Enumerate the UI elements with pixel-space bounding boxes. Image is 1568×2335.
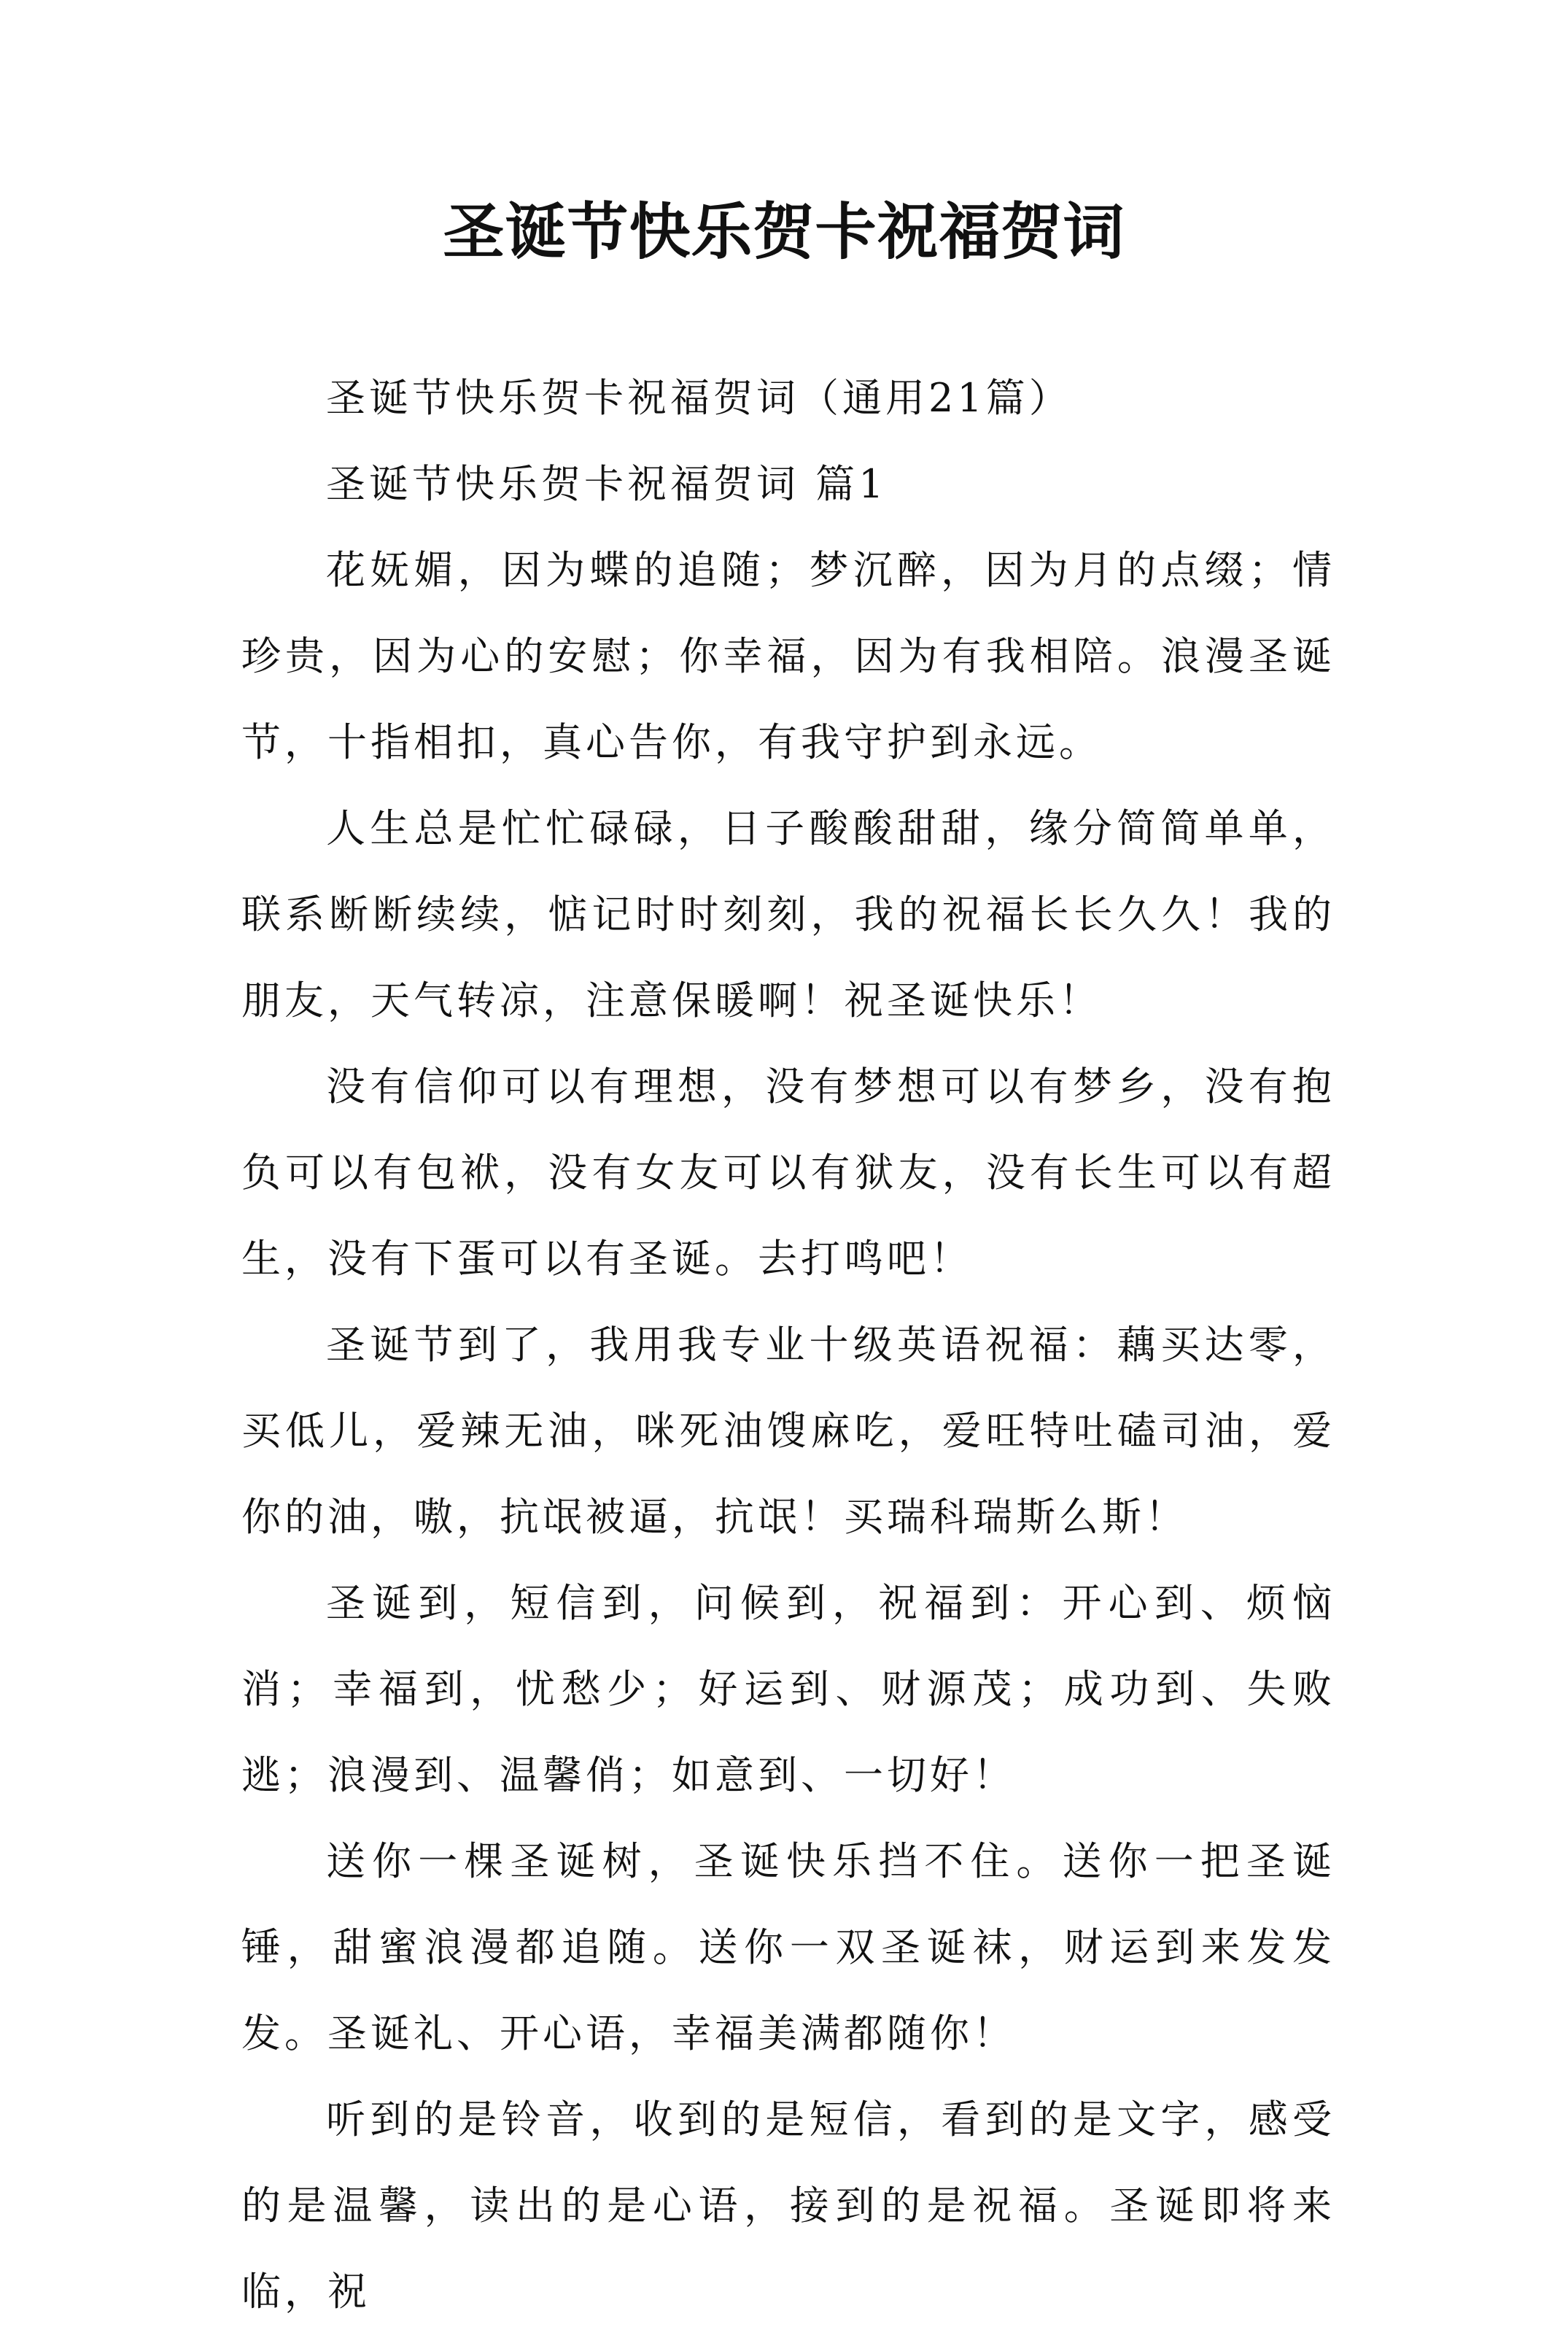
document-subtitle: 圣诞节快乐贺卡祝福贺词（通用21篇）	[326, 375, 1072, 421]
paragraph: 圣诞到，短信到，问候到，祝福到：开心到、烦恼消；幸福到，忧愁少；好运到、财源茂；成功到、失败逃；浪漫到、温馨俏；如意到、一切好！	[241, 1580, 1335, 1798]
paragraph: 花妩媚，因为蝶的追随；梦沉醉，因为月的点缀；情珍贵，因为心的安慰；你幸福，因为有我相陪。浪漫圣诞节，十指相扣，真心告你，有我守护到永远。	[241, 547, 1335, 765]
paragraph: 圣诞节到了，我用我专业十级英语祝福：藕买达零，买低儿，爱辣无油，咪死油馊麻吃，爱旺特吐磕司油，爱你的油，嗷，抗氓被逼，抗氓！买瑞科瑞斯么斯！	[241, 1322, 1335, 1540]
paragraph: 送你一棵圣诞树，圣诞快乐挡不住。送你一把圣诞锤，甜蜜浪漫都追随。送你一双圣诞袜，财运到来发发发。圣诞礼、开心语，幸福美满都随你！	[241, 1838, 1335, 2056]
paragraph: 没有信仰可以有理想，没有梦想可以有梦乡，没有抱负可以有包袱，没有女友可以有狱友，没有长生可以有超生，没有下蛋可以有圣诞。去打鸣吧！	[241, 1064, 1335, 1282]
document-title: 圣诞节快乐贺卡祝福贺词	[443, 195, 1125, 268]
section-heading: 圣诞节快乐贺卡祝福贺词 篇1	[326, 461, 888, 507]
document-body	[241, 355, 1335, 2335]
paragraph: 听到的是铃音，收到的是短信，看到的是文字，感受的是温馨，读出的是心语，接到的是祝福。圣诞即将来临，祝	[241, 2096, 1335, 2315]
paragraph: 人生总是忙忙碌碌，日子酸酸甜甜，缘分简简单单，联系断断续续，惦记时时刻刻，我的祝福长长久久！我的朋友，天气转凉，注意保暖啊！祝圣诞快乐！	[241, 805, 1335, 1023]
